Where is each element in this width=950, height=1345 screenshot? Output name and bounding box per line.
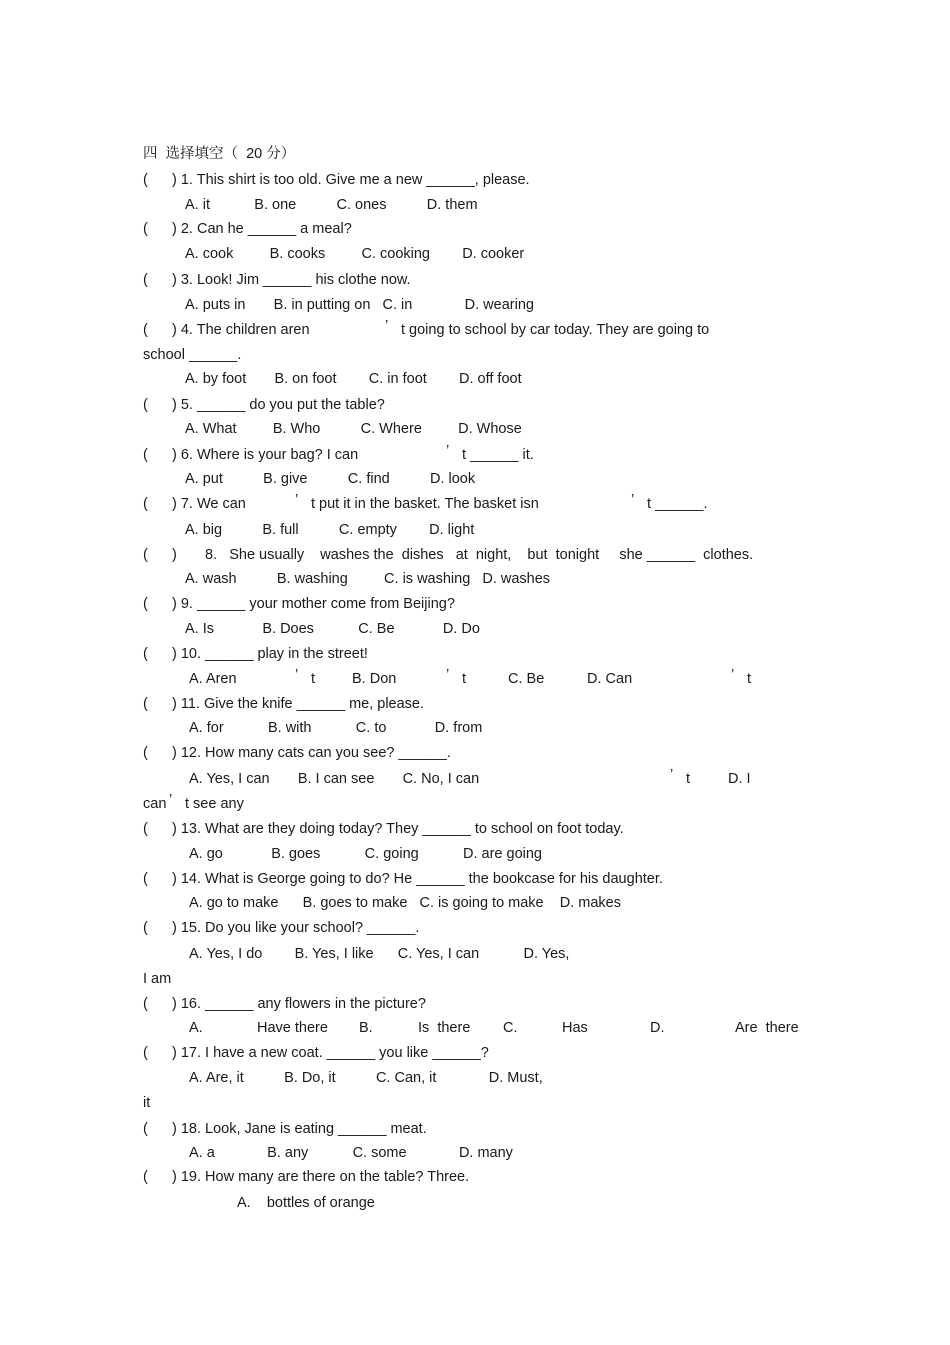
question-3: ( ) 3. Look! Jim ______ his clothe now. [143, 272, 411, 288]
question-7-options: A. big B. full C. empty D. light [185, 522, 475, 538]
question-11-options: A. for B. with C. to D. from [189, 720, 483, 736]
question-2-options: A. cook B. cooks C. cooking D. cooker [185, 246, 525, 262]
question-15: ( ) 15. Do you like your school? ______. [143, 920, 420, 936]
question-13: ( ) 13. What are they doing today? They ______ to school on foot today. [143, 821, 624, 837]
question-8-options: A. wash B. washing C. is washing D. washes [185, 571, 551, 587]
question-10-option-a-end: t [311, 671, 316, 687]
question-1: ( ) 1. This shirt is too old. Give me a new ______, please. [143, 172, 530, 188]
question-8: ( ) 8. She usually washes the dishes at night, but tonight she ______ clothes. [143, 547, 754, 563]
question-16-option-a-letter: A. [189, 1020, 203, 1036]
question-10: ( ) 10. ______ play in the street! [143, 646, 368, 662]
question-12-option-d-end: t see any [185, 796, 244, 812]
question-4-part-2: t going to school by car today. They are going to [401, 322, 710, 338]
question-2: ( ) 2. Can he ______ a meal? [143, 221, 352, 237]
question-17-options: A. Are, it B. Do, it C. Can, it D. Must, [189, 1070, 543, 1086]
question-4-continued: school ______. [143, 347, 242, 363]
question-14-options: A. go to make B. goes to make C. is going to make D. makes [189, 895, 621, 911]
question-19: ( ) 19. How many are there on the table? Three. [143, 1169, 470, 1185]
question-12-option-d: D. I [728, 771, 751, 787]
question-14: ( ) 14. What is George going to do? He ______ the bookcase for his daughter. [143, 871, 663, 887]
question-17: ( ) 17. I have a new coat. ______ you like ______? [143, 1045, 489, 1061]
question-7-part-2: t put it in the basket. The basket isn [311, 496, 539, 512]
question-6-part-2: t ______ it. [462, 447, 534, 463]
question-12-options: A. Yes, I can B. I can see C. No, I can [189, 771, 480, 787]
apostrophe-mark: ’ [670, 767, 674, 783]
question-15-options: A. Yes, I do B. Yes, I like C. Yes, I can D. Yes, [189, 946, 570, 962]
question-16-option-b-letter: B. [359, 1020, 373, 1036]
question-16-option-a: Have there [257, 1020, 328, 1036]
question-16-option-c-letter: C. [503, 1020, 518, 1036]
question-3-options: A. puts in B. in putting on C. in D. wearing [185, 297, 534, 313]
question-6-options: A. put B. give C. find D. look [185, 471, 476, 487]
apostrophe-mark: ’ [631, 492, 635, 508]
section-title: 四 选择填空（ 20 分） [143, 146, 296, 162]
question-12-option-d-start: can [143, 796, 167, 812]
question-16-option-b: Is there [418, 1020, 471, 1036]
question-18-options: A. a B. any C. some D. many [189, 1145, 513, 1161]
question-16-option-c: Has [562, 1020, 588, 1036]
question-10-option-d: D. Can [587, 671, 633, 687]
question-16-option-d-letter: D. [650, 1020, 665, 1036]
question-4-options: A. by foot B. on foot C. in foot D. off foot [185, 371, 522, 387]
apostrophe-mark: ’ [295, 667, 299, 683]
apostrophe-mark: ’ [169, 792, 173, 808]
question-12: ( ) 12. How many cats can you see? ______. [143, 745, 451, 761]
question-13-options: A. go B. goes C. going D. are going [189, 846, 542, 862]
question-9-options: A. Is B. Does C. Be D. Do [185, 621, 480, 637]
question-15-option-d-end: I am [143, 971, 172, 987]
question-6-part-1: ( ) 6. Where is your bag? I can [143, 447, 359, 463]
question-10-option-b: B. Don [352, 671, 397, 687]
question-9: ( ) 9. ______ your mother come from Beijing? [143, 596, 455, 612]
question-7-part-1: ( ) 7. We can [143, 496, 246, 512]
question-12-option-c-end: t [686, 771, 691, 787]
apostrophe-mark: ’ [446, 667, 450, 683]
question-4-part-1: ( ) 4. The children aren [143, 322, 310, 338]
question-17-option-d-end: it [143, 1095, 151, 1111]
question-7-part-3: t ______. [647, 496, 708, 512]
apostrophe-mark: ’ [385, 318, 389, 334]
question-11: ( ) 11. Give the knife ______ me, please. [143, 696, 425, 712]
apostrophe-mark: ’ [295, 492, 299, 508]
question-10-option-b-end: t [462, 671, 467, 687]
question-10-option-d-end: t [747, 671, 752, 687]
question-18: ( ) 18. Look, Jane is eating ______ meat. [143, 1121, 427, 1137]
question-5-options: A. What B. Who C. Where D. Whose [185, 421, 522, 437]
question-1-options: A. it B. one C. ones D. them [185, 197, 478, 213]
question-16: ( ) 16. ______ any flowers in the picture? [143, 996, 426, 1012]
question-10-option-c: C. Be [508, 671, 545, 687]
apostrophe-mark: ’ [446, 443, 450, 459]
question-5: ( ) 5. ______ do you put the table? [143, 397, 385, 413]
question-10-option-a: A. Aren [189, 671, 237, 687]
question-16-option-d: Are there [735, 1020, 799, 1036]
apostrophe-mark: ’ [731, 667, 735, 683]
question-19-option-a: A. bottles of orange [237, 1195, 375, 1211]
